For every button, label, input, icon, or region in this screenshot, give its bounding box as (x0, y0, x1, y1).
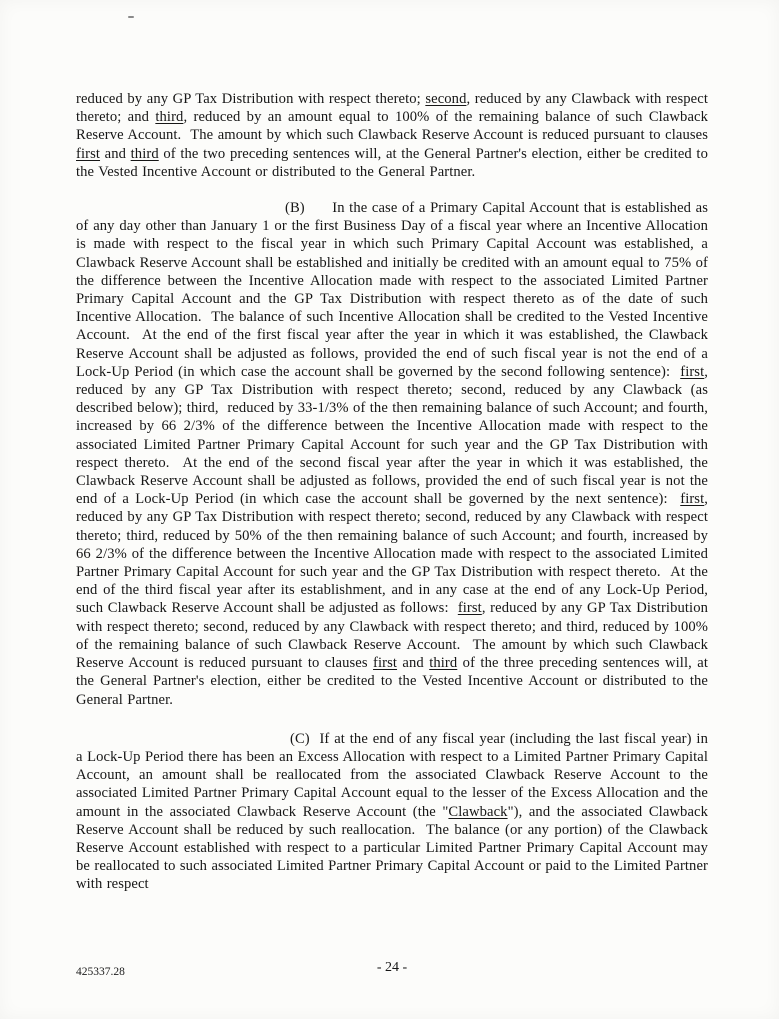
paragraph-subsection-b: (B) In the case of a Primary Capital Account that is established as of any day other than January 1 or the first Business Day of a fiscal year where an Incentive Allocation is made with respect to the fiscal year in which such Primary Capital Account was established, a Clawback Reserve Account shall be established and initially be credited with an amount equal to 75% of the difference between the Incentive Allocation made with respect to the associated Limited Partner Primary Capital Account and the GP Tax Distribution with respect thereto as of the date of such Incentive Allocation. The balance of such Incentive Allocation shall be credited to the Vested Incentive Account. At the end of the first fiscal year after the year in which it was established, the Clawback Reserve Account shall be adjusted as follows, provided the end of such fiscal year is not the end of a Lock-Up Period (in which case the account shall be governed by the second following sentence): first, reduced by any GP Tax Distribution with respect thereto; second, reduced by any Clawback (as described below); third, reduced by 33-1/3% of the then remaining balance of such Account; and fourth, increased by 66 2/3% of the difference between the Incentive Allocation made with respect to the associated Limited Partner Primary Capital Account for such year and the GP Tax Distribution with respect thereto. At the end of the second fiscal year after the year in which it was established, the Clawback Reserve Account shall be adjusted as follows, provided the end of such fiscal year is not the end of a Lock-Up Period (in which case the account shall be governed by the next sentence): first, reduced by any GP Tax Distribution with respect thereto; second, reduced by any Clawback with respect thereto; third, reduced by 50% of the then remaining balance of such Account; and fourth, increased by 66 2/3% of the difference between the Incentive Allocation made with respect to the associated Limited Partner Primary Capital Account for such year and the GP Tax Distribution with respect thereto. At the end of the third fiscal year after its establishment, and in any case at the end of any Lock-Up Period, such Clawback Reserve Account shall be adjusted as follows: first, reduced by any GP Tax Distribution with respect thereto; second, reduced by any Clawback with respect thereto; and third, reduced by 100% of the remaining balance of such Clawback Reserve Account. The amount by which such Clawback Reserve Account is reduced pursuant to clauses first and third of the three preceding sentences will, at the General Partner's election, either be credited to the Vested Incentive Account or distributed to the General Partner. (76, 200, 708, 708)
scan-artifact-mark (128, 16, 134, 18)
paragraph-subsection-c: (C) If at the end of any fiscal year (including the last fiscal year) in a Lock-Up Period there has been an Excess Allocation with respect to a Limited Partner Primary Capital Account, an amount shall be reallocated from the associated Clawback Reserve Account to the associated Limited Partner Primary Capital Account equal to the lesser of the Excess Allocation and the amount in the associated Clawback Reserve Account (the "Clawback"), and the associated Clawback Reserve Account shall be reduced by such reallocation. The balance (or any portion) of the Clawback Reserve Account established with respect to a particular Limited Partner Primary Capital Account may be reallocated to such associated Limited Partner Primary Capital Account or paid to the Limited Partner with respect (76, 730, 708, 893)
footer-document-number: 425337.28 (76, 966, 125, 978)
page-footer (76, 960, 708, 980)
document-body (76, 90, 708, 894)
footer-page-number: - 24 - (376, 960, 408, 975)
paragraph-continuation: reduced by any GP Tax Distribution with respect thereto; second, reduced by any Clawback with respect thereto; and third, reduced by an amount equal to 100% of the remaining balance of such Clawback Reserve Account. The amount by which such Clawback Reserve Account is reduced pursuant to clauses first and third of the two preceding sentences will, at the General Partner's election, either be credited to the Vested Incentive Account or distributed to the General Partner. (76, 91, 708, 180)
